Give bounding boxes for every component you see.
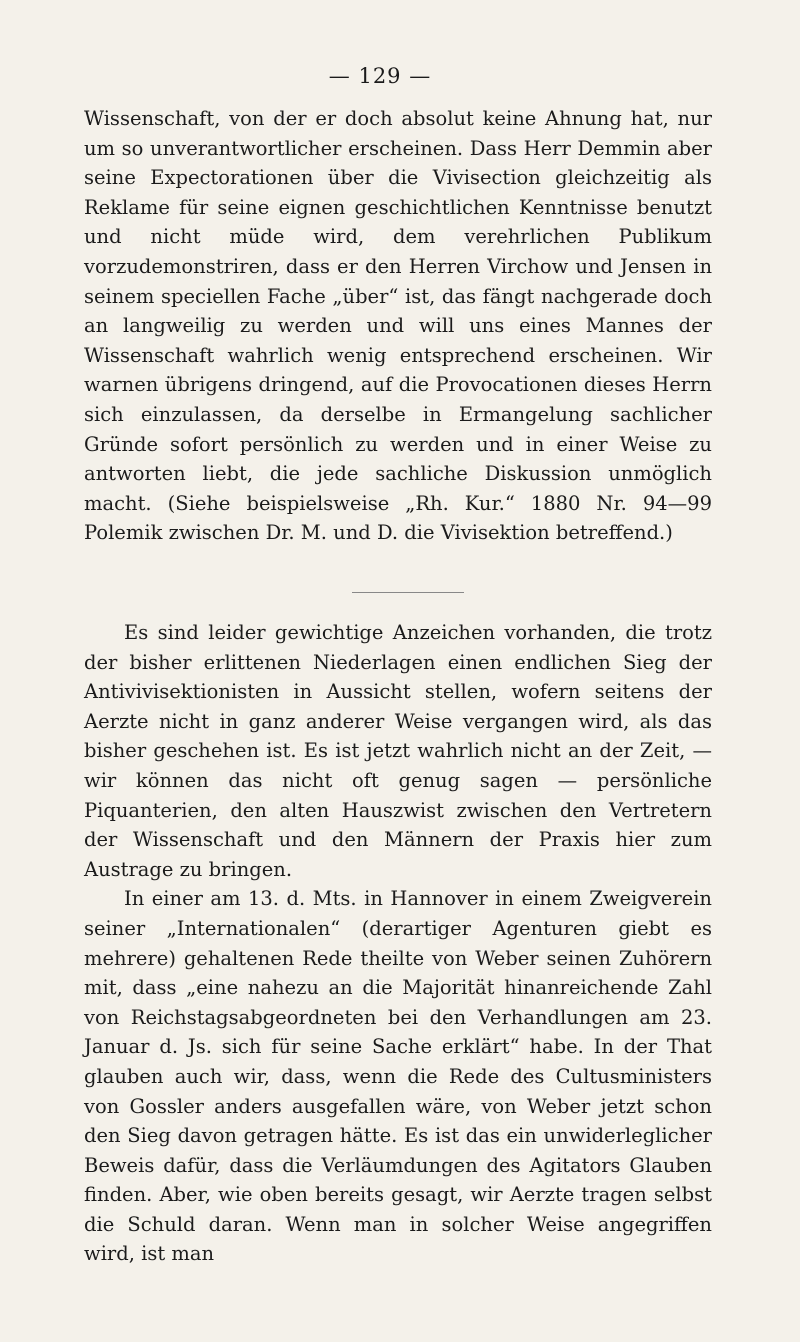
text-block-top — [84, 104, 712, 548]
paragraph: In einer am 13. d. Mts. in Hannover in einem Zweigverein seiner „Internationalen“ (derartiger Agenturen giebt es mehrere) gehaltenen Rede theilte von Weber seinen Zuhörern mit, dass „eine nahezu an die Majorität hinanreichende Zahl von Reichstagsabgeordneten bei den Verhandlungen am 23. Januar d. Js. sich für seine Sache erklärt“ habe. In der That glauben auch wir, dass, wenn die Rede des Cultusministers von Gossler anders ausgefallen wäre, von Weber jetzt schon den Sieg davon getragen hätte. Es ist das ein unwiderleglicher Beweis dafür, dass die Verläumdungen des Agitators Glauben finden. Aber, wie oben bereits gesagt, wir Aerzte tragen selbst die Schuld daran. Wenn man in solcher Weise angegriffen wird, ist man — [84, 887, 712, 1266]
section-divider — [352, 592, 464, 593]
page-number: — 129 — — [328, 64, 432, 88]
text-block-bottom — [84, 618, 712, 1269]
paragraph: Wissenschaft, von der er doch absolut keine Ahnung hat, nur um so unverantwortlicher erscheinen. Dass Herr Demmin aber seine Expectorationen über die Vivisection gleichzeitig als Reklame für seine eignen geschichtlichen Kenntnisse benutzt und nicht müde wird, dem verehrlichen Publikum vorzudemonstriren, dass er den Herren Virchow und Jensen in seinem speciellen Fache „über“ ist, das fängt nachgerade doch an langweilig zu werden und will uns eines Mannes der Wissenschaft wahrlich wenig entsprechend erscheinen. Wir warnen übrigens dringend, auf die Provocationen dieses Herrn sich einzulassen, da derselbe in Ermangelung sachlicher Gründe sofort persönlich zu werden und in einer Weise zu antworten liebt, die jede sachliche Diskussion unmöglich macht. (Siehe beispielsweise „Rh. Kur.“ 1880 Nr. 94—99 Polemik zwischen Dr. M. und D. die Vivisektion betreffend.) — [84, 107, 712, 545]
paragraph: Es sind leider gewichtige Anzeichen vorhanden, die trotz der bisher erlittenen Niederlagen einen endlichen Sieg der Antivivisektionisten in Aussicht stellen, wofern seitens der Aerzte nicht in ganz anderer Weise vergangen wird, als das bisher geschehen ist. Es ist jetzt wahrlich nicht an der Zeit, — wir können das nicht oft genug sagen — persönliche Piquanterien, den alten Hauszwist zwischen den Vertretern der Wissenschaft und den Männern der Praxis hier zum Austrage zu bringen. — [84, 621, 712, 881]
